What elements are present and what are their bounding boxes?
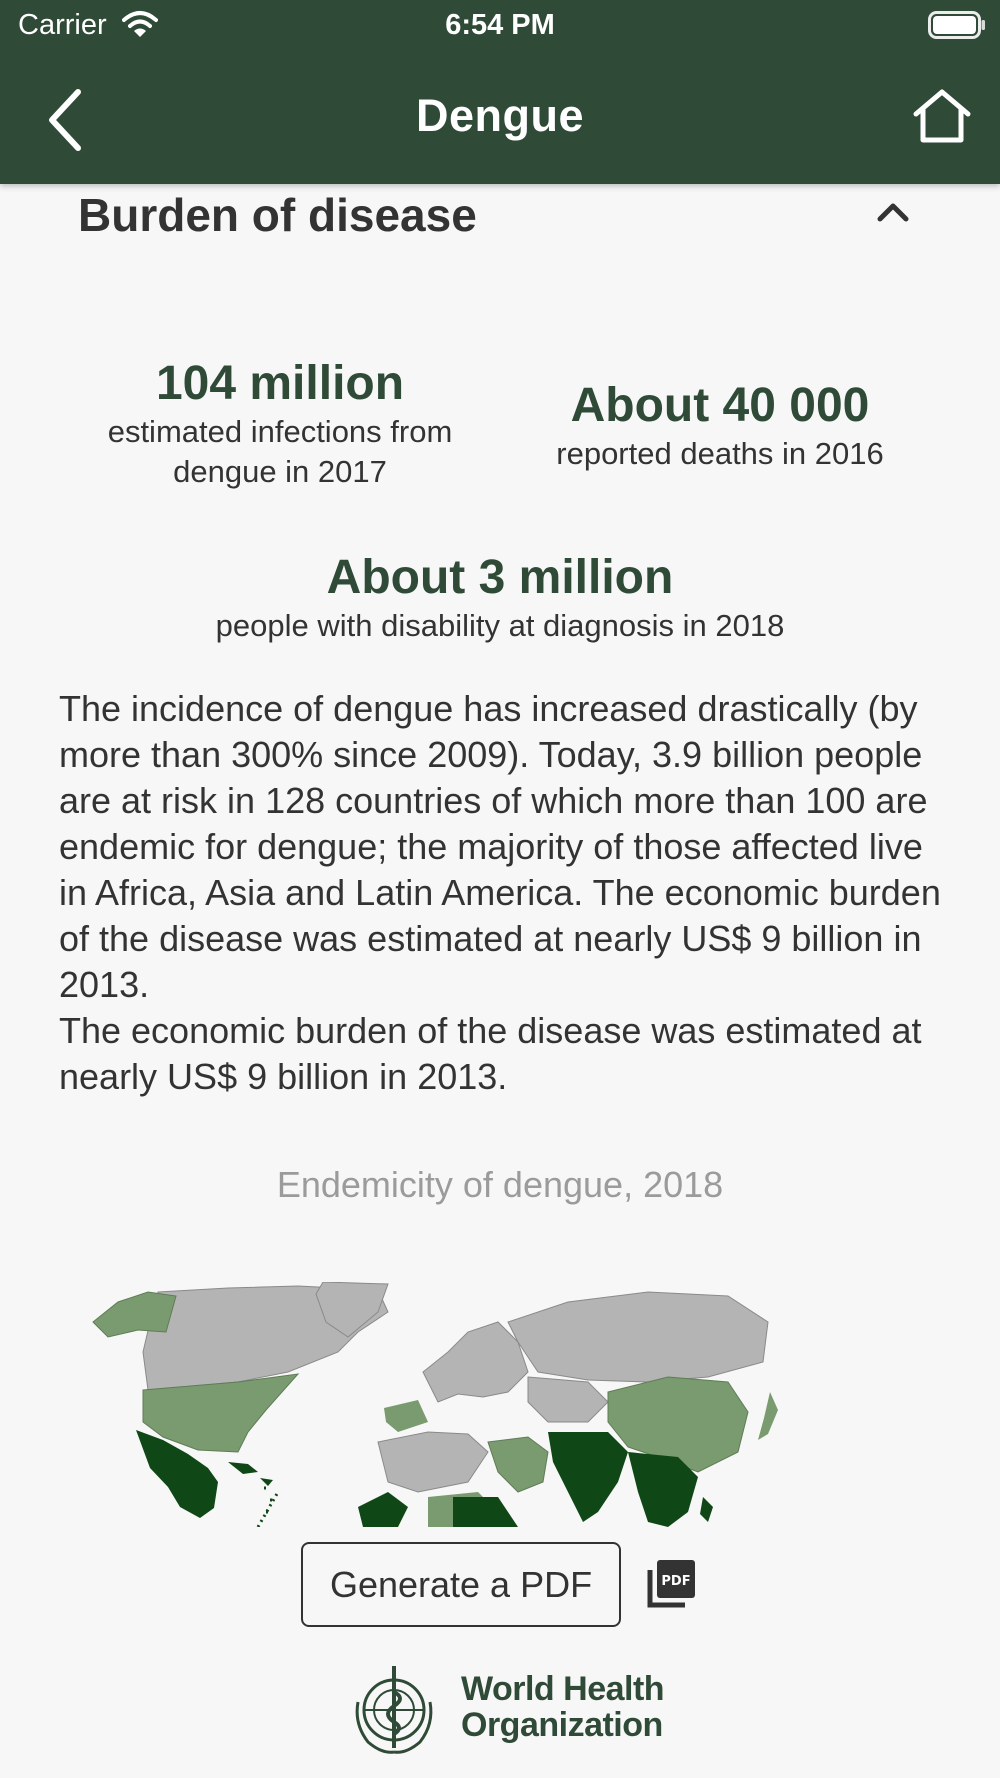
- map-region-islands: [258, 1488, 278, 1527]
- svg-text:PDF: PDF: [661, 1574, 691, 1589]
- stat-infections: [60, 356, 500, 492]
- body-paragraph: The incidence of dengue has increased drastically (by more than 300% since 2009). Today, 3.9 billion people are at risk in 128 countries of which more than 100 are endemic for dengue; the majority of those affected live in Africa, Asia and Latin America. The economic burden of the disease was estimated at nearly US$ 9 billion in 2013.: [59, 688, 941, 1005]
- map-region-north-africa: [378, 1432, 488, 1492]
- stat-value: About 3 million: [326, 551, 674, 604]
- map-region-central-asia: [528, 1377, 608, 1422]
- map-region-west-africa: [358, 1492, 408, 1527]
- map-region-russia: [508, 1292, 768, 1382]
- status-bar: [0, 0, 1000, 50]
- map-region-alaska: [93, 1292, 176, 1337]
- map-region-middle-east: [488, 1437, 548, 1492]
- section-title: Burden of disease: [78, 189, 477, 241]
- pdf-icon[interactable]: [645, 1558, 697, 1610]
- map-region-japan: [758, 1392, 778, 1440]
- stat-description: people with disability at diagnosis in 2018: [215, 608, 785, 643]
- section-header[interactable]: [0, 184, 1000, 254]
- stat-deaths: [520, 378, 920, 474]
- chevron-up-icon[interactable]: [875, 200, 911, 224]
- stat-value: About 40 000: [570, 379, 870, 432]
- battery-icon: [928, 11, 986, 39]
- map-region-south-asia: [548, 1432, 628, 1522]
- top-bar: [0, 0, 1000, 184]
- who-emblem: [348, 1662, 440, 1756]
- organization-name-line: World Health: [461, 1670, 665, 1708]
- stat-value: 104 million: [155, 357, 405, 410]
- stat-description: reported deaths in 2016: [556, 436, 884, 471]
- map-region-iberia: [384, 1400, 428, 1432]
- map-caption: Endemicity of dengue, 2018: [276, 1164, 724, 1205]
- map-region-east-africa: [453, 1497, 518, 1527]
- stat-disability: [100, 550, 900, 646]
- carrier-label: Carrier: [18, 9, 107, 41]
- map-region-caribbean: [228, 1462, 273, 1486]
- body-text: [59, 686, 959, 1100]
- page-title: Dengue: [415, 90, 584, 141]
- generate-pdf-button[interactable]: Generate a PDF: [301, 1542, 621, 1627]
- stat-description: estimated infections from dengue in 2017: [107, 414, 453, 489]
- map-region-philippines: [700, 1497, 713, 1522]
- map-region-europe: [423, 1322, 528, 1402]
- endemicity-map: [88, 1282, 828, 1527]
- organization-name-line: Organization: [461, 1706, 663, 1744]
- body-paragraph: The economic burden of the disease was estimated at nearly US$ 9 billion in 2013.: [59, 1010, 922, 1097]
- home-button[interactable]: [912, 86, 972, 146]
- clock: 6:54 PM: [445, 9, 555, 41]
- navigation-bar: [0, 70, 1000, 170]
- organization-name: [461, 1671, 664, 1743]
